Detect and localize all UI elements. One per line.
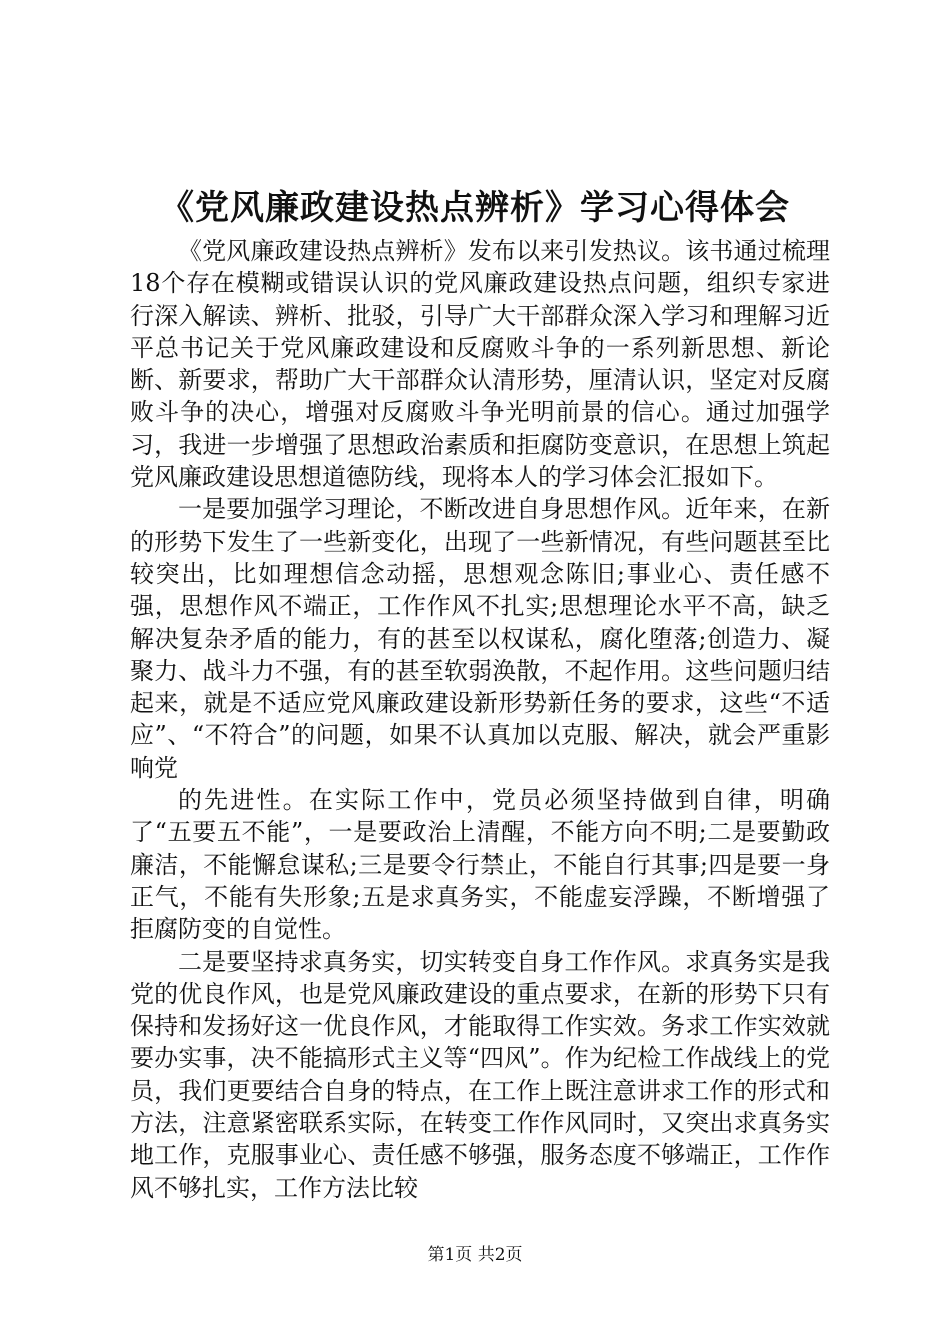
- page-number-footer: 第1页 共2页: [427, 1245, 523, 1265]
- paragraph-intro: 《党风廉政建设热点辨析》发布以来引发热议。该书通过梳理18个存在模糊或错误认识的党风廉政建设热点问题，组织专家进行深入解读、辨析、批驳，引导广大干部群众深入学习和理解习近平总书记关于党风廉政建设和反腐败斗争的一系列新思想、新论断、新要求，帮助广大干部群众认清形势，厘清认识，坚定对反腐败斗争的决心，增强对反腐败斗争光明前景的信心。通过加强学习，我进一步增强了思想政治素质和拒腐防变意识，在思想上筑起党风廉政建设思想道德防线，现将本人的学习体会汇报如下。: [130, 237, 830, 492]
- paragraph-continuation: 的先进性。在实际工作中，党员必须坚持做到自律，明确了“五要五不能”，一是要政治上清醒，不能方向不明;二是要勤政廉洁，不能懈怠谋私;三是要令行禁止，不能自行其事;四是要一身正气，不能有失形象;五是求真务实，不能虚妄浮躁，不断增强了拒腐防变的自觉性。: [130, 786, 830, 944]
- paragraph-point-two: 二是要坚持求真务实，切实转变自身工作作风。求真务实是我党的优良作风，也是党风廉政建设的重点要求，在新的形势下只有保持和发扬好这一优良作风，才能取得工作实效。务求工作实效就要办实事，决不能搞形式主义等“四风”。作为纪检工作战线上的党员，我们更要结合自身的特点，在工作上既注意讲求工作的形式和方法，注意紧密联系实际，在转变工作作风同时，又突出求真务实地工作，克服事业心、责任感不够强，服务态度不够端正，工作作风不够扎实，工作方法比较: [130, 947, 830, 1202]
- paragraph-point-one: 一是要加强学习理论，不断改进自身思想作风。近年来，在新的形势下发生了一些新变化，出现了一些新情况，有些问题甚至比较突出，比如理想信念动摇，思想观念陈旧;事业心、责任感不强，思想作风不端正，工作作风不扎实;思想理论水平不高，缺乏解决复杂矛盾的能力，有的甚至以权谋私，腐化堕落;创造力、凝聚力、战斗力不强，有的甚至软弱涣散，不起作用。这些问题归结起来，就是不适应党风廉政建设新形势新任务的要求，这些“不适应”、“不符合”的问题，如果不认真加以克服、解决，就会严重影响党: [130, 495, 830, 782]
- document-title: 《党风廉政建设热点辨析》学习心得体会: [160, 188, 790, 228]
- document-body: [130, 235, 830, 1204]
